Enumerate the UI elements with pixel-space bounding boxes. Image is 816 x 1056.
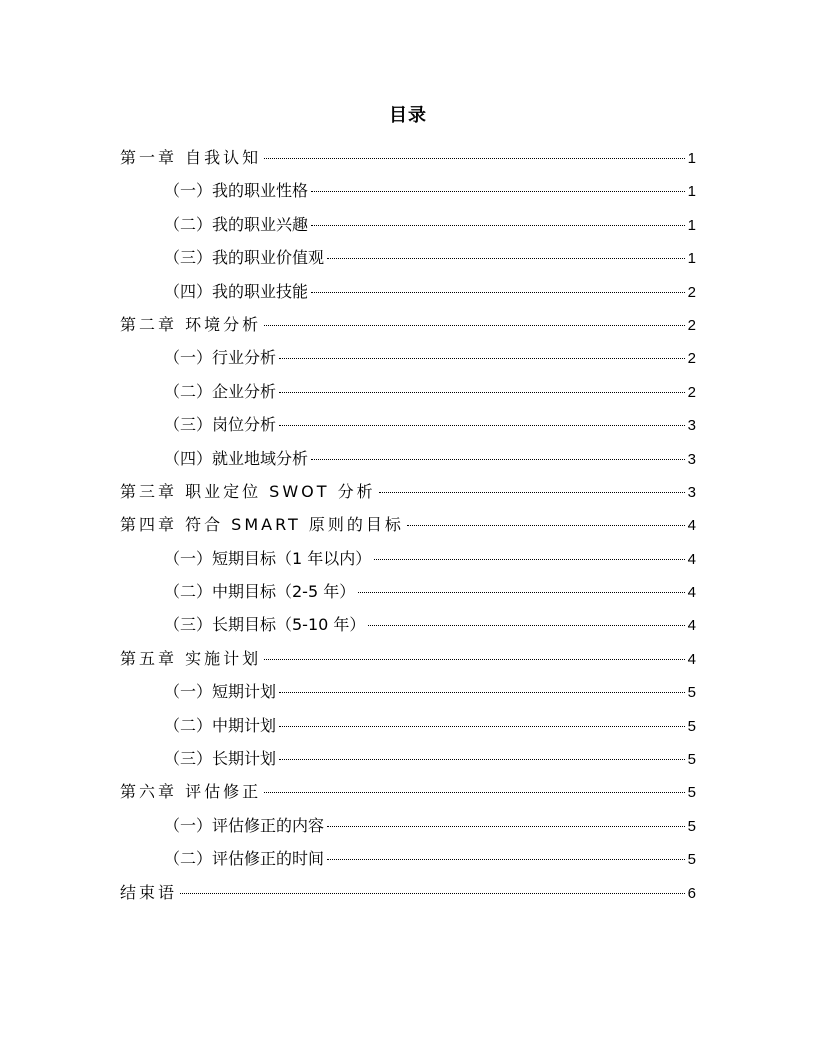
toc-section-entry[interactable]: [120, 675, 696, 708]
toc-section-entry[interactable]: [120, 442, 696, 475]
toc-dot-leader: [264, 158, 685, 159]
toc-page-number: 3: [687, 483, 696, 501]
toc-entry-title: 第一章 自我认知: [120, 148, 262, 167]
toc-page-number: 2: [687, 316, 696, 334]
toc-page-number: 3: [687, 450, 696, 468]
toc-entry-title: （二）中期目标（2-5 年）: [164, 582, 356, 602]
toc-section-entry[interactable]: [120, 174, 696, 207]
toc-dot-leader: [374, 559, 684, 560]
toc-entry-title: 第六章 评估修正: [120, 782, 262, 802]
toc-page-number: 5: [687, 851, 696, 869]
toc-entry-title: 第二章 环境分析: [120, 314, 262, 334]
toc-page-number: 2: [687, 283, 696, 301]
toc-dot-leader: [279, 759, 685, 760]
toc-section-entry[interactable]: [120, 575, 696, 608]
toc-entry-title: （三）长期目标（5-10 年）: [164, 615, 366, 635]
toc-dot-leader: [279, 692, 685, 693]
toc-dot-leader: [311, 459, 685, 460]
toc-section-entry[interactable]: [120, 842, 696, 875]
toc-section-entry[interactable]: [120, 275, 696, 308]
toc-section-entry[interactable]: [120, 709, 696, 742]
toc-chapter-entry[interactable]: [120, 308, 696, 341]
toc-page-number: 2: [687, 350, 696, 368]
toc-page-number: 4: [687, 617, 696, 635]
toc-entry-title: （四）我的职业技能: [164, 281, 309, 301]
toc-entry-title: （二）企业分析: [164, 381, 277, 401]
toc-entry-title: 第五章 实施计划: [120, 648, 262, 668]
toc-title: 目录: [389, 105, 427, 126]
toc-chapter-entry[interactable]: [120, 475, 696, 508]
toc-chapter-entry[interactable]: [120, 508, 696, 541]
toc-entry-title: （三）我的职业价值观: [164, 248, 325, 268]
toc-entry-title: （四）就业地域分析: [164, 448, 309, 468]
toc-entry-title: （一）行业分析: [164, 348, 277, 368]
toc-dot-leader: [358, 592, 684, 593]
toc-section-entry[interactable]: [120, 608, 696, 641]
toc-chapter-entry[interactable]: [120, 876, 696, 909]
toc-dot-leader: [264, 659, 685, 660]
toc-entry-title: （三）岗位分析: [164, 415, 277, 435]
toc-dot-leader: [279, 726, 685, 727]
toc-entry-title: （二）我的职业兴趣: [164, 214, 309, 234]
toc-page-number: 1: [687, 183, 696, 201]
toc-page-number: 1: [687, 216, 696, 234]
toc-entry-title: （一）短期目标（1 年以内）: [164, 548, 372, 568]
toc-entry-title: （二）中期计划: [164, 715, 277, 735]
toc-page-number: 6: [687, 884, 696, 902]
toc-entry-title: 结束语: [120, 882, 178, 902]
toc-page-number: 3: [687, 417, 696, 435]
toc-chapter-entry[interactable]: [120, 642, 696, 675]
toc-section-entry[interactable]: [120, 241, 696, 274]
toc-section-entry[interactable]: [120, 375, 696, 408]
toc-section-entry[interactable]: [120, 809, 696, 842]
toc-section-entry[interactable]: [120, 341, 696, 374]
toc-entry-title: （三）长期计划: [164, 749, 277, 769]
toc-dot-leader: [407, 525, 685, 526]
toc-page-number: 5: [687, 751, 696, 769]
toc-dot-leader: [327, 826, 685, 827]
toc-dot-leader: [279, 358, 685, 359]
toc-page-number: 2: [687, 383, 696, 401]
toc-page-number: 1: [687, 250, 696, 268]
toc-section-entry[interactable]: [120, 408, 696, 441]
toc-page-number: 1: [687, 150, 696, 167]
toc-dot-leader: [264, 792, 685, 793]
toc-dot-leader: [311, 292, 685, 293]
toc-dot-leader: [180, 893, 685, 894]
toc-page-number: 5: [687, 817, 696, 835]
toc-page-number: 5: [687, 684, 696, 702]
toc-dot-leader: [279, 425, 685, 426]
toc-page-number: 5: [687, 784, 696, 802]
toc-entry-title: 第三章 职业定位 SWOT 分析: [120, 481, 376, 501]
toc-page-number: 4: [687, 650, 696, 668]
toc-dot-leader: [311, 225, 685, 226]
toc-dot-leader: [327, 859, 685, 860]
toc-page-number: 4: [687, 550, 696, 568]
toc-page-number: 5: [687, 717, 696, 735]
toc-entry-title: 第四章 符合 SMART 原则的目标: [120, 515, 404, 535]
toc-entry-title: （二）评估修正的时间: [164, 849, 325, 869]
toc-dot-leader: [279, 392, 685, 393]
toc-dot-leader: [311, 191, 685, 192]
toc-chapter-entry[interactable]: [120, 775, 696, 808]
toc-page-number: 4: [687, 584, 696, 602]
table-of-contents: [120, 141, 696, 909]
toc-entry-title: （一）短期计划: [164, 682, 277, 702]
toc-section-entry[interactable]: [120, 542, 696, 575]
toc-chapter-entry[interactable]: [120, 141, 696, 174]
toc-section-entry[interactable]: [120, 208, 696, 241]
toc-entry-title: （一）我的职业性格: [164, 181, 309, 201]
toc-page-number: 4: [687, 517, 696, 535]
toc-entry-title: （一）评估修正的内容: [164, 815, 325, 835]
toc-dot-leader: [368, 625, 684, 626]
toc-dot-leader: [327, 258, 685, 259]
toc-dot-leader: [264, 325, 685, 326]
toc-section-entry[interactable]: [120, 742, 696, 775]
toc-dot-leader: [379, 492, 685, 493]
